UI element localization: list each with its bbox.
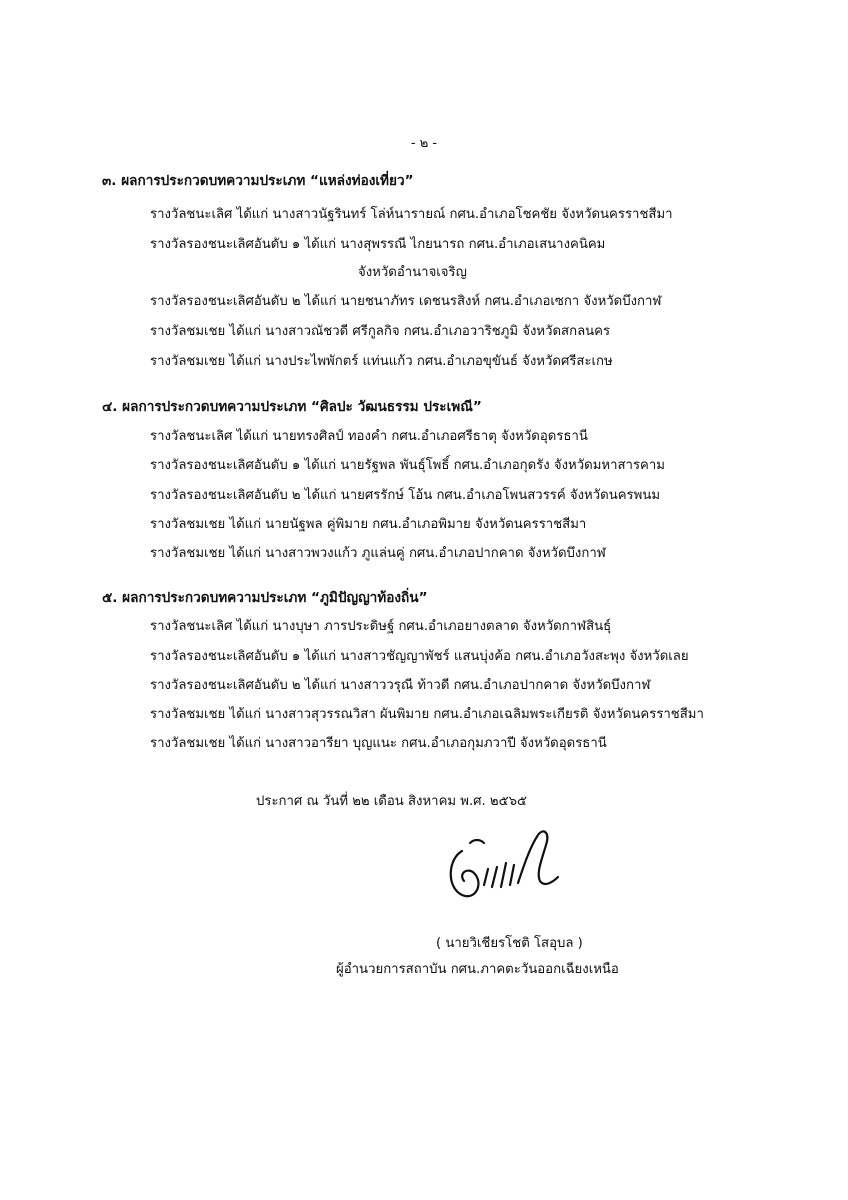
section-5-line-1: รางวัลชนะเลิศ ได้แก่ นางบุษา ภารประดิษฐ์ กศน.อำเภอยางตลาด จังหวัดกาฬสินธุ์ (150, 619, 612, 634)
section-4-line-3: รางวัลรองชนะเลิศอันดับ ๒ ได้แก่ นายศรรักษ์ โอ้น กศน.อำเภอโพนสวรรค์ จังหวัดนครพนม (150, 488, 661, 503)
section-3-line-4: รางวัลรองชนะเลิศอันดับ ๒ ได้แก่ นายชนาภัทร เดชนรสิงห์ กศน.อำเภอเซกา จังหวัดบึงกาฬ (150, 294, 662, 309)
section-3-line-5: รางวัลชมเชย ได้แก่ นางสาวณัชวดี ศรีกูลกิจ กศน.อำเภอวาริชภูมิ จังหวัดสกลนคร (150, 324, 611, 339)
page-number: - ๒ - (410, 136, 438, 151)
section-4-heading: ๔. ผลการประกวดบทความประเภท “ศิลปะ วัฒนธรรม ประเพณี” (102, 399, 482, 415)
signer-name: ( นายวิเชียรโชติ โสอุบล ) (436, 936, 583, 951)
section-4-line-5: รางวัลชมเชย ได้แก่ นางสาวพวงแก้ว ภูแล่นคู่ กศน.อำเภอปากคาด จังหวัดบึงกาฬ (150, 546, 606, 561)
section-3-line-2: รางวัลรองชนะเลิศอันดับ ๑ ได้แก่ นางสุพรรณี ไกยนารถ กศน.อำเภอเสนางคนิคม (150, 237, 606, 252)
section-5-line-5: รางวัลชมเชย ได้แก่ นางสาวอารียา บุญแนะ กศน.อำเภอกุมภวาปี จังหวัดอุดรธานี (150, 736, 607, 751)
section-4-line-4: รางวัลชมเชย ได้แก่ นายนัฐพล คู่พิมาย กศน.อำเภอพิมาย จังหวัดนครราชสีมา (150, 517, 587, 532)
section-3-line-6: รางวัลชมเชย ได้แก่ นางประไพพักตร์ แท่นแก้ว กศน.อำเภอขุขันธ์ จังหวัดศรีสะเกษ (150, 354, 613, 369)
signer-title: ผู้อำนวยการสถาบัน กศน.ภาคตะวันออกเฉียงเหนือ (336, 962, 619, 977)
section-5-heading: ๕. ผลการประกวดบทความประเภท “ภูมิปัญญาท้องถิ่น” (102, 590, 428, 606)
signature-mark (440, 825, 590, 905)
section-4-line-1: รางวัลชนะเลิศ ได้แก่ นายทรงศิลป์ ทองคำ กศน.อำเภอศรีธาตุ จังหวัดอุดรธานี (150, 429, 588, 444)
section-3-line-1: รางวัลชนะเลิศ ได้แก่ นางสาวนัฐรินทร์ โล่ห์นารายณ์ กศน.อำเภอโชคชัย จังหวัดนครราชสีมา (150, 207, 673, 222)
section-3-heading: ๓. ผลการประกวดบทความประเภท “แหล่งท่องเที่ยว” (102, 173, 414, 189)
section-3-line-3: จังหวัดอำนาจเจริญ (358, 265, 467, 280)
section-5-line-4: รางวัลชมเชย ได้แก่ นางสาวสุวรรณวิสา ผันพิมาย กศน.อำเภอเฉลิมพระเกียรติ จังหวัดนครราชสีมา (150, 707, 704, 722)
section-5-line-2: รางวัลรองชนะเลิศอันดับ ๑ ได้แก่ นางสาวชัญญาพัชร์ แสนบุ่งค้อ กศน.อำเภอวังสะพุง จังหวัดเลย (150, 649, 689, 664)
announcement-date: ประกาศ ณ วันที่ ๒๒ เดือน สิงหาคม พ.ศ. ๒๕๖๕ (256, 794, 527, 809)
section-5-line-3: รางวัลรองชนะเลิศอันดับ ๒ ได้แก่ นางสาววรุณี ท้าวดี กศน.อำเภอปากคาด จังหวัดบึงกาฬ (150, 678, 651, 693)
section-4-line-2: รางวัลรองชนะเลิศอันดับ ๑ ได้แก่ นายรัฐพล พันธุ์โพธิ์ กศน.อำเภอกุดรัง จังหวัดมหาสารคาม (150, 458, 665, 473)
